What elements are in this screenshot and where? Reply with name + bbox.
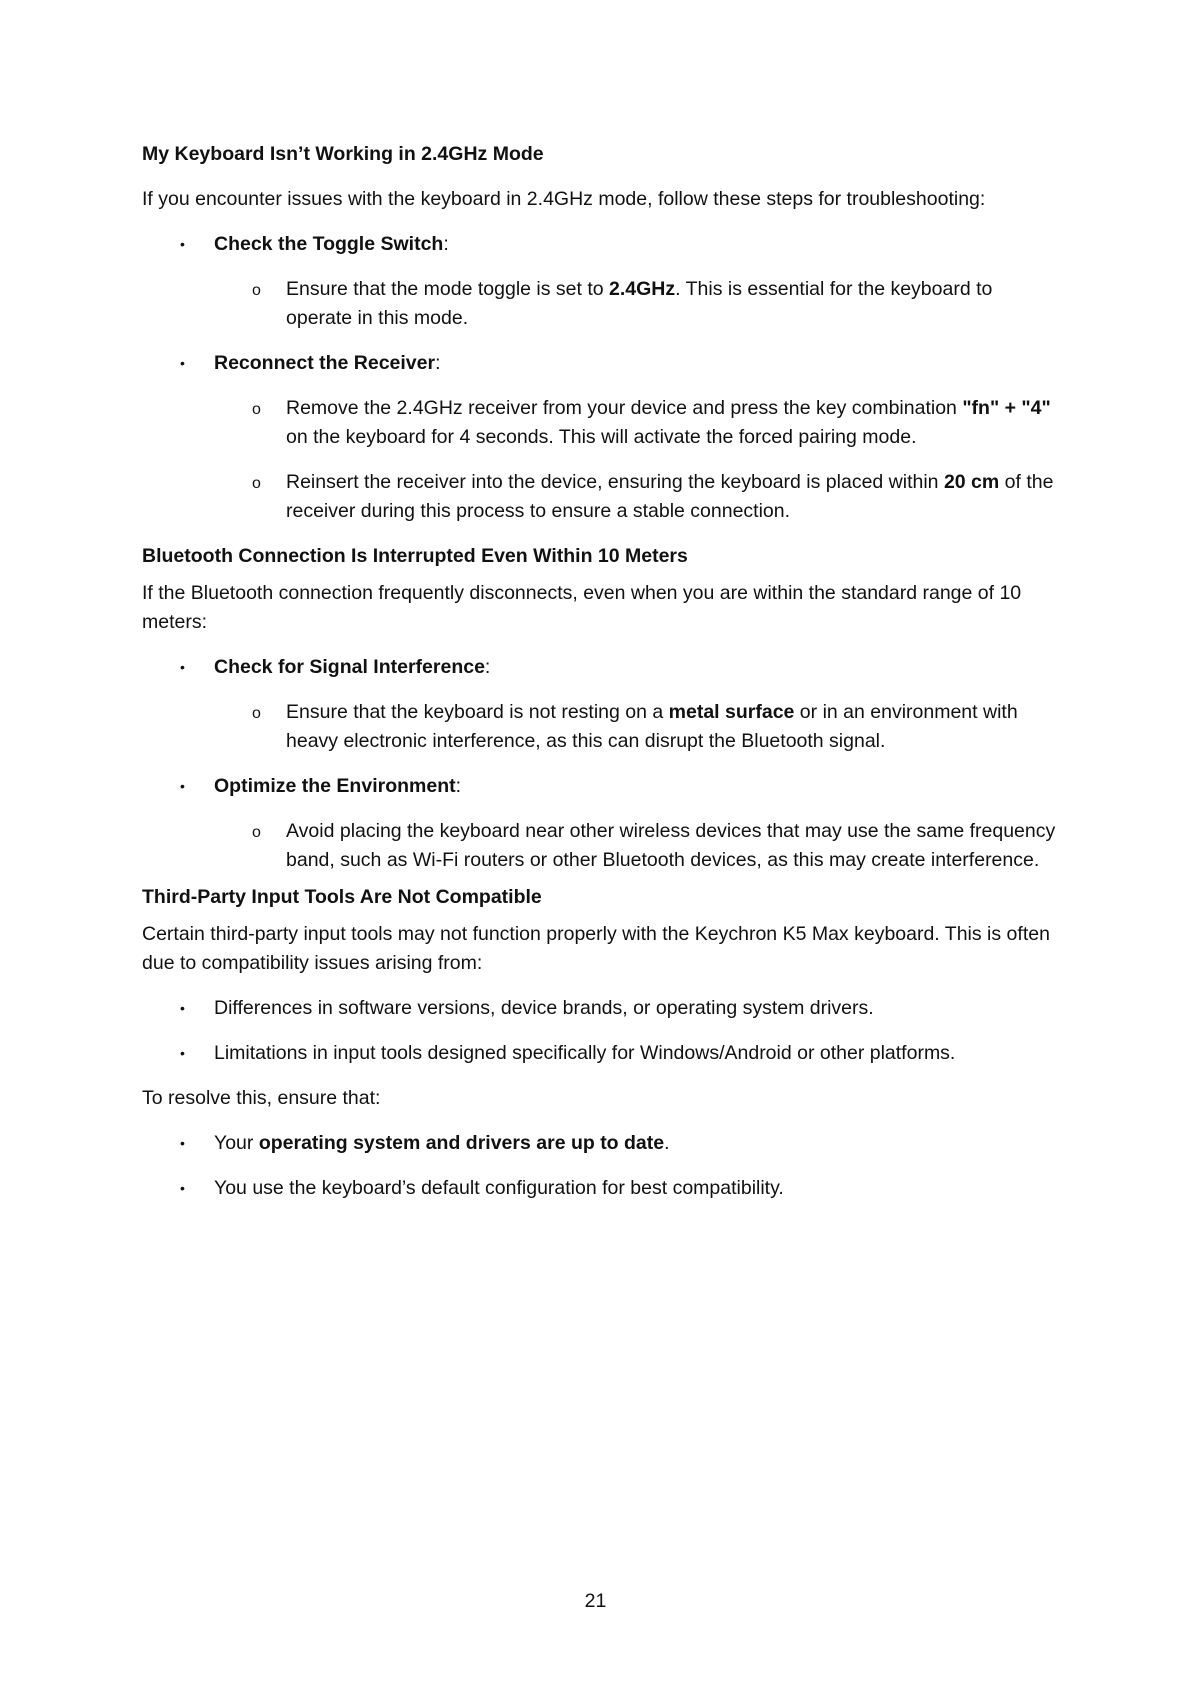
list-item-signal-interference: • Check for Signal Interference: xyxy=(142,653,1057,682)
bullet-icon: • xyxy=(180,1000,185,1016)
list-item-label: Check the Toggle Switch xyxy=(214,233,444,255)
list-item-resolve-update: • Your operating system and drivers are up to date. xyxy=(142,1129,1057,1158)
list-item-label: Check for Signal Interference xyxy=(214,656,485,678)
bullet-icon: • xyxy=(180,236,185,252)
page-content xyxy=(142,140,1057,1203)
sub-bullet-icon: o xyxy=(252,475,261,492)
section-intro-2-4ghz: If you encounter issues with the keyboard in 2.4GHz mode, follow these steps for troubleshooting: xyxy=(142,188,986,210)
bullet-icon: • xyxy=(180,1135,185,1151)
section-intro-third-party: Certain third-party input tools may not function properly with the Keychron K5 Max keyboard. This is often due to compatibility issues arising from: xyxy=(142,923,1050,974)
list-item-resolve-default-config: • You use the keyboard’s default configuration for best compatibility. xyxy=(142,1174,1057,1203)
sub-item-reinsert-receiver: o Reinsert the receiver into the device, ensuring the keyboard is placed within 20 cm of the receiver during this process to ensure a stable connection. xyxy=(252,471,1054,522)
list-item-cause: • Differences in software versions, device brands, or operating system drivers. xyxy=(142,994,1057,1023)
bullet-icon: • xyxy=(180,659,185,675)
section-heading-2-4ghz: My Keyboard Isn’t Working in 2.4GHz Mode xyxy=(142,143,544,165)
bullet-icon: • xyxy=(180,1045,185,1061)
bullet-icon: • xyxy=(180,1180,185,1196)
list-item-label: Reconnect the Receiver xyxy=(214,352,436,374)
sub-item-toggle-instruction: o Ensure that the mode toggle is set to 2.4GHz. This is essential for the keyboard to operate in this mode. xyxy=(252,278,993,329)
bullet-icon: • xyxy=(180,355,185,371)
list-item-cause: • Limitations in input tools designed specifically for Windows/Android or other platforms. xyxy=(142,1039,1057,1068)
sub-bullet-icon: o xyxy=(252,401,261,418)
page-number: 21 xyxy=(584,1590,607,1612)
bullet-icon: • xyxy=(180,778,185,794)
sub-item-avoid-wireless: o Avoid placing the keyboard near other wireless devices that may use the same frequency band, such as Wi-Fi routers or other Bluetooth devices, as this may create interference. xyxy=(252,820,1056,871)
sub-bullet-icon: o xyxy=(252,705,261,722)
list-item-reconnect-receiver: • Reconnect the Receiver: xyxy=(142,349,1057,378)
sub-bullet-icon: o xyxy=(252,282,261,299)
resolve-intro: To resolve this, ensure that: xyxy=(142,1087,381,1109)
sub-item-metal-surface: o Ensure that the keyboard is not resting on a metal surface or in an environment with heavy electronic interference, as this can disrupt the Bluetooth signal. xyxy=(252,701,1018,752)
list-item-toggle-switch: • Check the Toggle Switch: xyxy=(142,230,1057,259)
section-heading-third-party: Third-Party Input Tools Are Not Compatible xyxy=(142,886,542,908)
sub-item-remove-receiver: o Remove the 2.4GHz receiver from your device and press the key combination "fn" + "4" on the keyboard for 4 seconds. This will activate the forced pairing mode. xyxy=(252,397,1051,448)
section-intro-bluetooth: If the Bluetooth connection frequently disconnects, even when you are within the standard range of 10 meters: xyxy=(142,582,1022,633)
sub-bullet-icon: o xyxy=(252,824,261,841)
list-item-optimize-environment: • Optimize the Environment: xyxy=(142,772,1057,801)
list-item-label: Optimize the Environment xyxy=(214,775,456,797)
section-heading-bluetooth: Bluetooth Connection Is Interrupted Even Within 10 Meters xyxy=(142,545,688,567)
